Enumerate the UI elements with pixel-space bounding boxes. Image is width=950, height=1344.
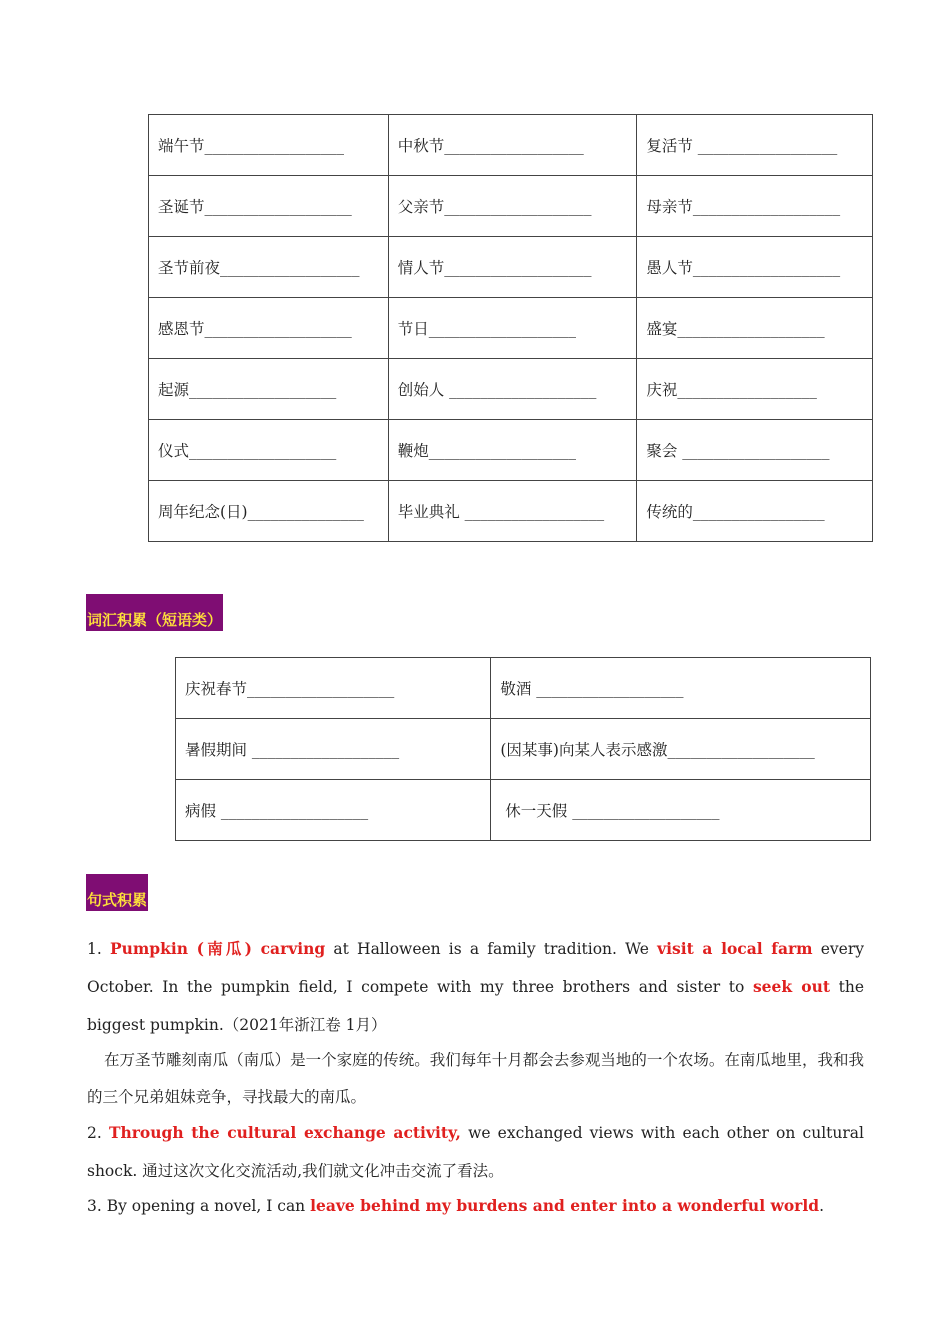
table-row [176, 780, 871, 841]
table-row [176, 719, 871, 780]
section-heading-sentences [86, 874, 148, 911]
vocab-cell: 端午节__________________ [149, 115, 389, 176]
vocab-cell: 圣诞节___________________ [149, 176, 389, 237]
table-row [149, 420, 873, 481]
sentence-1 [87, 930, 864, 1044]
table-row [176, 658, 871, 719]
section-heading-phrases [86, 594, 223, 631]
section-heading-label: 词汇积累（短语类） [87, 611, 223, 629]
table-row [149, 481, 873, 542]
vocab-cell: 庆祝春节___________________ [176, 658, 491, 719]
sentence-text: at Halloween is a family tradition. We [325, 940, 658, 958]
highlight-phrase: Through the cultural exchange activity, [108, 1123, 461, 1142]
sentence-text: every October. In the pumpkin field, I compete with my three brothers and sister to [87, 940, 865, 996]
highlight-phrase: visit a local farm [657, 939, 813, 958]
table-row [149, 237, 873, 298]
vocab-cell: 毕业典礼 __________________ [388, 481, 637, 542]
vocab-cell: 情人节___________________ [388, 237, 637, 298]
vocab-cell: 圣节前夜__________________ [149, 237, 389, 298]
festival-vocab-table [148, 114, 873, 542]
vocab-cell: 愚人节___________________ [637, 237, 873, 298]
sentence-2 [87, 1114, 864, 1190]
vocab-cell: 仪式___________________ [149, 420, 389, 481]
vocab-cell: (因某事)向某人表示感激___________________ [491, 719, 871, 780]
section-heading-label: 句式积累 [87, 891, 148, 909]
vocab-cell: 敬酒 ___________________ [491, 658, 871, 719]
sentence-number: 3. [87, 1197, 107, 1215]
highlight-phrase: Pumpkin (南瓜) carving [109, 939, 326, 958]
sentence-text: By opening a novel, I can [106, 1197, 311, 1215]
phrase-vocab-table [175, 657, 871, 841]
vocab-cell: 休一天假 ___________________ [491, 780, 871, 841]
vocab-cell: 中秋节__________________ [388, 115, 637, 176]
vocab-cell: 盛宴___________________ [637, 298, 873, 359]
vocab-cell: 传统的_________________ [637, 481, 873, 542]
sentence-text: . [819, 1197, 824, 1215]
sentence-text: we exchanged views with each other on cultural shock. 通过这次文化交流活动,我们就文化冲击交流了看法。 [87, 1124, 864, 1180]
vocab-cell: 感恩节___________________ [149, 298, 389, 359]
table-row [149, 115, 873, 176]
sentence-text: the biggest pumpkin.（2021年浙江卷 1月） [87, 978, 864, 1034]
vocab-cell: 母亲节___________________ [637, 176, 873, 237]
highlight-phrase: leave behind my burdens and enter into a wonderful world [310, 1196, 820, 1215]
table-row [149, 359, 873, 420]
vocab-cell: 创始人 ___________________ [388, 359, 637, 420]
sentence-number: 1. [87, 940, 110, 958]
vocab-cell: 节日___________________ [388, 298, 637, 359]
vocab-cell: 病假 ___________________ [176, 780, 491, 841]
vocab-cell: 鞭炮___________________ [388, 420, 637, 481]
vocab-cell: 起源___________________ [149, 359, 389, 420]
vocab-cell: 周年纪念(日)_______________ [149, 481, 389, 542]
vocab-cell: 暑假期间 ___________________ [176, 719, 491, 780]
vocab-cell: 父亲节___________________ [388, 176, 637, 237]
vocab-cell: 庆祝__________________ [637, 359, 873, 420]
table-row [149, 176, 873, 237]
highlight-phrase: seek out [752, 977, 830, 996]
vocab-cell: 复活节 __________________ [637, 115, 873, 176]
vocab-cell: 聚会 ___________________ [637, 420, 873, 481]
sentence-number: 2. [87, 1124, 109, 1142]
sentence-1-translation: 在万圣节雕刻南瓜（南瓜）是一个家庭的传统。我们每年十月都会去参观当地的一个农场。在南瓜地里，我和我的三个兄弟姐妹竞争，寻找最大的南瓜。 [87, 1051, 864, 1106]
sentence-3 [87, 1187, 864, 1225]
table-row [149, 298, 873, 359]
